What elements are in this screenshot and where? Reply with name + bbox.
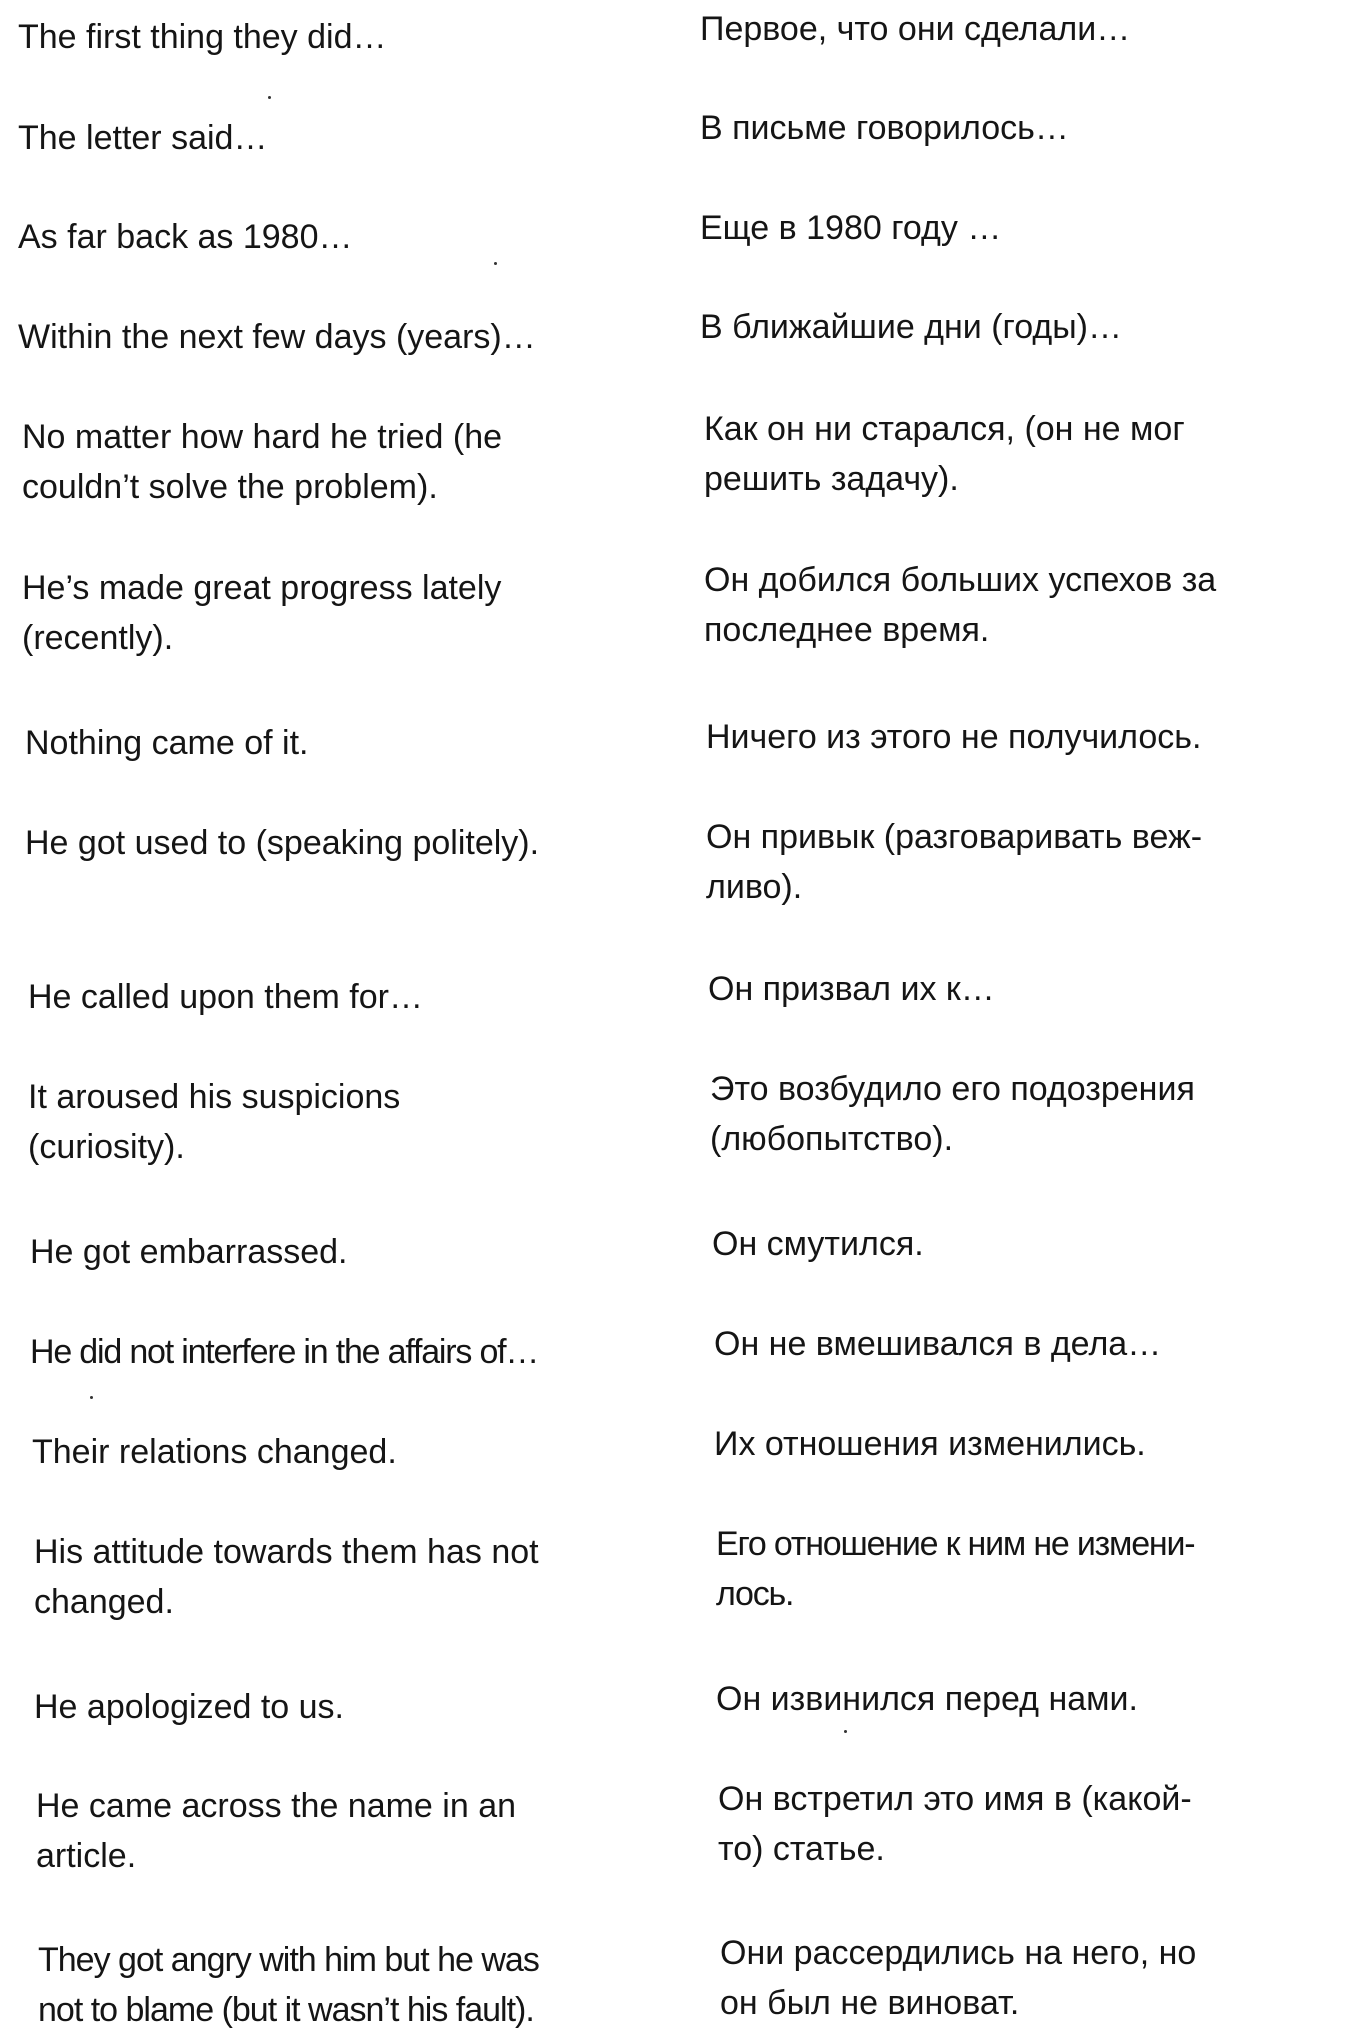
phrase-en: As far back as 1980…: [18, 218, 353, 256]
phrase-ru: Они рассердились на него, но он был не виноват.: [720, 1934, 1197, 2022]
phrase-ru: В письме говорилось…: [700, 109, 1069, 147]
phrase-ru: Его отношение к ним не измени- лось.: [716, 1525, 1195, 1613]
phrase-en: He’s made great progress lately (recently).: [22, 569, 502, 657]
phrase-en: Within the next few days (years)…: [18, 318, 536, 356]
phrase-en: Their relations changed.: [32, 1433, 397, 1471]
phrase-en: The letter said…: [18, 119, 268, 157]
phrase-en: He came across the name in an article.: [36, 1787, 517, 1875]
phrase-en: He did not interfere in the affairs of…: [30, 1333, 539, 1371]
phrase-en: The first thing they did…: [18, 18, 387, 56]
phrase-ru: Он добился больших успехов за последнее время.: [704, 561, 1217, 649]
phrase-en: He called upon them for…: [28, 978, 423, 1016]
phrase-ru: Он призвал их к…: [708, 970, 995, 1008]
phrase-en: They got angry with him but he was not to blame (but it wasn’t his fault).: [38, 1941, 539, 2029]
phrase-ru: Он не вмешивался в дела…: [714, 1325, 1162, 1363]
phrase-ru: Первое, что они сделали…: [700, 10, 1131, 48]
phrase-en: No matter how hard he tried (he couldn’t solve the problem).: [22, 418, 503, 506]
phrase-ru: Еще в 1980 году …: [700, 209, 1002, 247]
phrase-ru: Он встретил это имя в (какой- то) статье.: [718, 1780, 1192, 1868]
scan-speck: [268, 96, 271, 99]
phrase-en: He got embarrassed.: [30, 1233, 348, 1271]
phrase-ru: Он извинился перед нами.: [716, 1680, 1138, 1718]
phrase-en: He apologized to us.: [34, 1688, 344, 1726]
phrase-ru: Он смутился.: [712, 1225, 924, 1263]
phrase-ru: Их отношения изменились.: [714, 1425, 1146, 1463]
scan-speck: [90, 1396, 93, 1399]
phrase-en: It aroused his suspicions (curiosity).: [28, 1078, 401, 1166]
phrase-en: He got used to (speaking politely).: [25, 824, 540, 862]
scan-speck: [494, 262, 497, 265]
phrase-ru: Как он ни старался, (он не мог решить задачу).: [704, 410, 1185, 498]
scan-speck: [844, 1730, 847, 1733]
phrase-ru: Он привык (разговаривать веж- ливо).: [706, 818, 1203, 906]
phrase-en: Nothing came of it.: [25, 724, 309, 762]
phrase-en: His attitude towards them has not changed.: [34, 1533, 539, 1621]
phrase-ru: Ничего из этого не получилось.: [706, 718, 1202, 756]
phrase-ru: В ближайшие дни (годы)…: [700, 308, 1122, 346]
phrase-ru: Это возбудило его подозрения (любопытство).: [710, 1070, 1195, 1158]
